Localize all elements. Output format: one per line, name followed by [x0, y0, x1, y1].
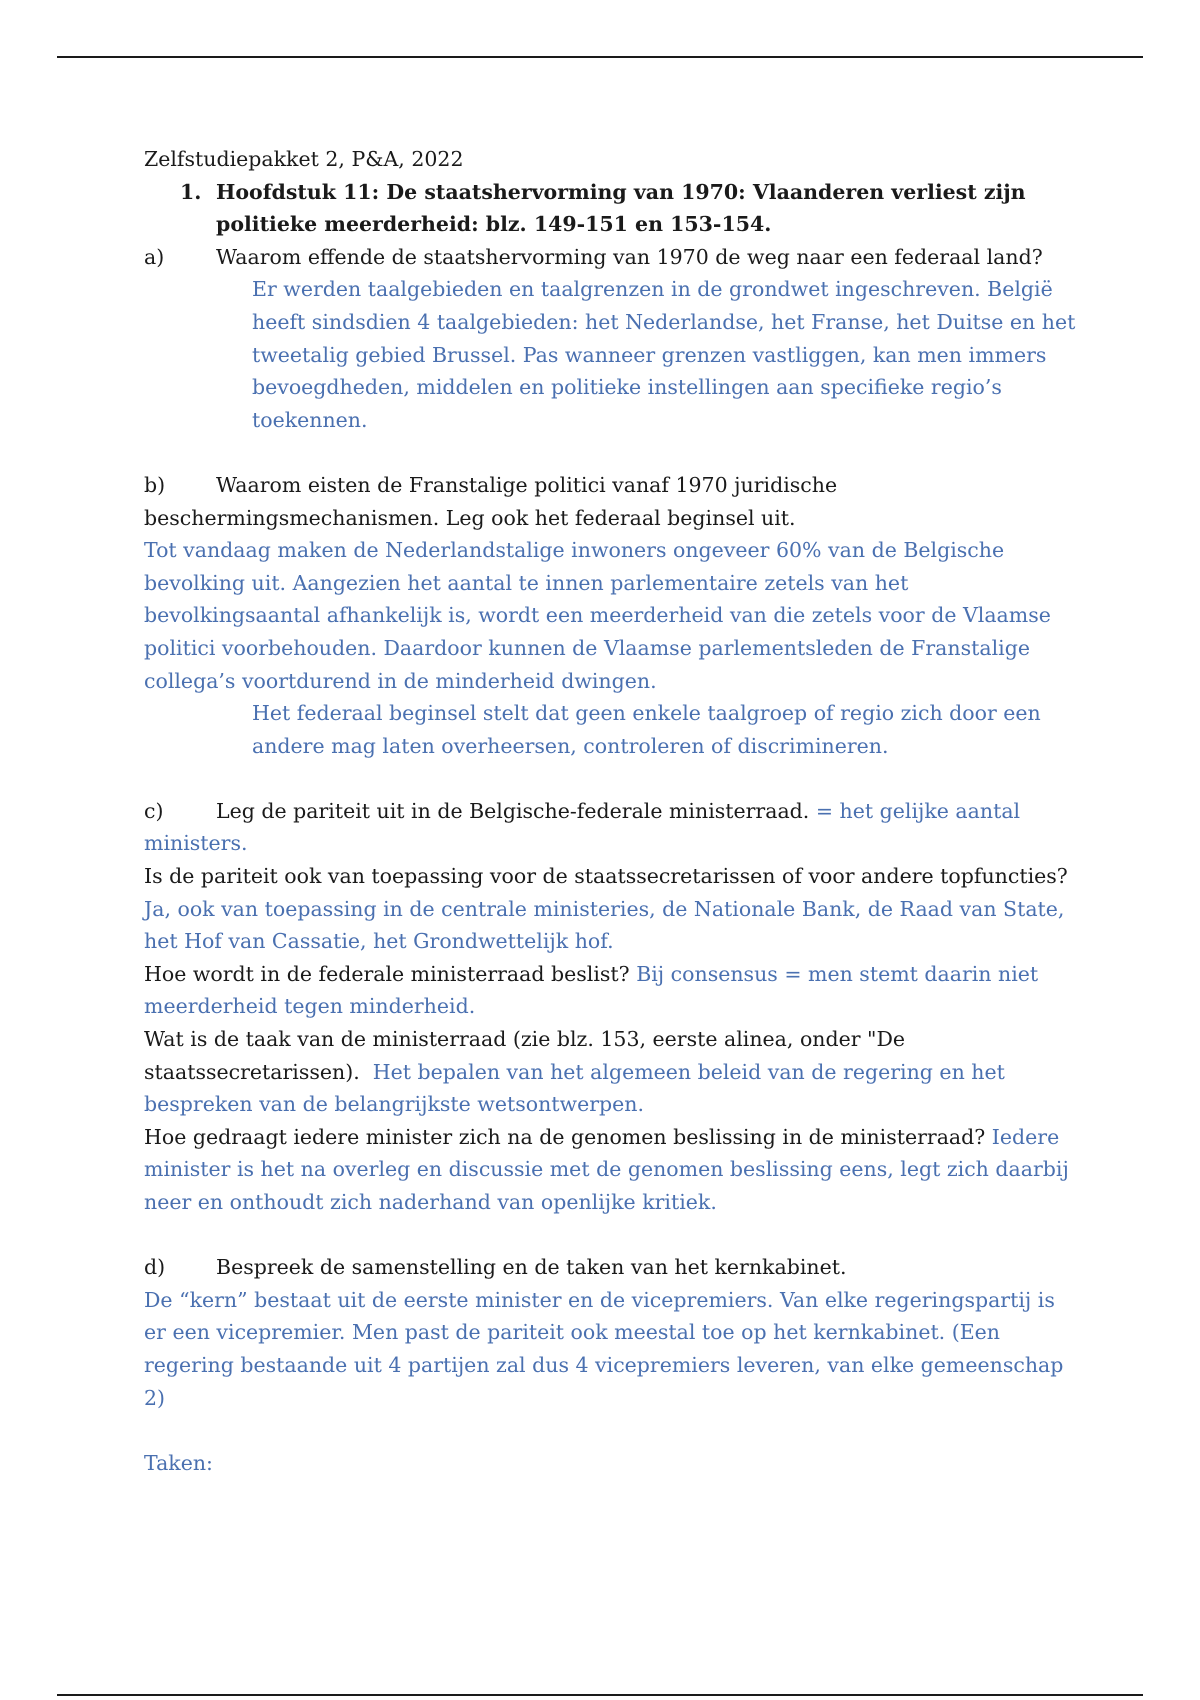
question-d-text: Bespreek de samenstelling en de taken van het kernkabinet. [216, 1255, 847, 1280]
answer-b-line: bevolking uit. Aangezien het aantal te innen parlementaire zetels van het [144, 570, 909, 595]
answer-a-line: bevoegdheden, middelen en politieke instellingen aan specifieke regio’s [252, 375, 1002, 400]
heading-number: 1. [180, 179, 202, 204]
question-c-4 [144, 1056, 1064, 1089]
answer-a-line: heeft sindsdien 4 taalgebieden: het Nederlandse, het Franse, het Duitse en het [252, 309, 1076, 334]
answer-c-5-line: minister is het na overleg en discussie met de genomen beslissing eens, legt zich daarbij [144, 1157, 1069, 1182]
document-title: Zelfstudiepakket 2, P&A, 2022 [144, 147, 464, 171]
answer-c-3-inline: Bij consensus = men stemt daarin niet [636, 961, 1039, 986]
footer-rule [57, 1694, 1143, 1696]
answer-b-federal-line: Het federaal beginsel stelt dat geen enkele taalgroep of regio zich door een [252, 701, 1041, 726]
answer-a-line: tweetalig gebied Brussel. Pas wanneer grenzen vastliggen, kan men immers [252, 342, 1047, 367]
answer-c-4-cont: bespreken van de belangrijkste wetsontwerpen. [144, 1092, 644, 1117]
question-c [144, 795, 1064, 828]
answer-c-5-line: neer en onthoudt zich naderhand van openlijke kritiek. [144, 1190, 717, 1214]
answer-d-line: regering bestaande uit 4 partijen zal dus 4 vicepremiers leveren, van elke gemeenschap [144, 1352, 1064, 1377]
answer-d-line: De “kern” bestaat uit de eerste minister en de vicepremiers. Van elke regeringspartij is [144, 1287, 1055, 1312]
question-b-text-2: beschermingsmechanismen. Leg ook het federaal beginsel uit. [144, 505, 796, 530]
answer-c-4-inline: Het bepalen van het algemeen beleid van de regering en het [372, 1059, 1005, 1084]
question-c-text-4b: staatssecretarissen). [144, 1059, 360, 1084]
answer-c-2-line: Ja, ook van toepassing in de centrale ministeries, de Nationale Bank, de Raad van State, [144, 896, 1065, 921]
header-rule [57, 56, 1143, 58]
answer-c-2-line: het Hof van Cassatie, het Grondwettelijk hof. [144, 929, 614, 954]
question-c-3 [144, 958, 1064, 991]
question-b [144, 469, 1064, 502]
question-d-label: d) [144, 1255, 166, 1280]
answer-b-line: collega’s voortdurend in de minderheid dwingen. [144, 668, 657, 693]
question-c-text-4a: Wat is de taak van de ministerraad (zie blz. 153, eerste alinea, onder "De [144, 1027, 906, 1052]
question-a-label: a) [144, 244, 165, 269]
question-c-text-1: Leg de pariteit uit in de Belgische-federale ministerraad. [216, 798, 810, 823]
answer-c-5-inline: Iedere [991, 1124, 1060, 1149]
question-c-label: c) [144, 798, 164, 823]
question-c-text-3: Hoe wordt in de federale ministerraad beslist? [144, 961, 630, 986]
answer-a-line: toekennen. [252, 407, 368, 432]
answer-b-line: bevolkingsaantal afhankelijk is, wordt een meerderheid van die zetels voor de Vlaamse [144, 603, 1051, 628]
question-b-text-1: Waarom eisten de Franstalige politici vanaf 1970 juridische [216, 472, 838, 497]
section-heading [144, 176, 1064, 209]
answer-d-line: er een vicepremier. Men past de pariteit ook meestal toe op het kernkabinet. (Een [144, 1320, 1001, 1345]
answer-d-line: 2) [144, 1385, 166, 1410]
question-c-text-5: Hoe gedraagt iedere minister zich na de genomen beslissing in de ministerraad? [144, 1124, 986, 1149]
question-c-5 [144, 1121, 1064, 1154]
question-d [144, 1251, 1064, 1284]
heading-line-1: Hoofdstuk 11: De staatshervorming van 1970: Vlaanderen verliest zijn [216, 179, 1026, 204]
question-a-text: Waarom effende de staatshervorming van 1970 de weg naar een federaal land? [216, 244, 1043, 269]
document-body [144, 143, 1076, 1479]
answer-b-line: Tot vandaag maken de Nederlandstalige inwoners ongeveer 60% van de Belgische [144, 538, 1005, 563]
heading-line-2: politieke meerderheid: blz. 149-151 en 153-154. [216, 212, 772, 237]
answer-b-federal-line: andere mag laten overheersen, controleren of discrimineren. [252, 733, 889, 758]
answer-a-line: Er werden taalgebieden en taalgrenzen in de grondwet ingeschreven. België [252, 277, 1053, 302]
question-a [144, 241, 1064, 274]
answer-c-1-cont: ministers. [144, 831, 248, 856]
answer-c-3-cont: meerderheid tegen minderheid. [144, 994, 476, 1019]
question-b-label: b) [144, 472, 166, 497]
tasks-label: Taken: [144, 1450, 213, 1475]
answer-b-line: politici voorbehouden. Daardoor kunnen de Vlaamse parlementsleden de Franstalige [144, 635, 1030, 660]
question-c-text-2: Is de pariteit ook van toepassing voor de staatssecretarissen of voor andere topfuncties? [144, 864, 1068, 889]
answer-c-1-inline: = het gelijke aantal [815, 798, 1021, 823]
